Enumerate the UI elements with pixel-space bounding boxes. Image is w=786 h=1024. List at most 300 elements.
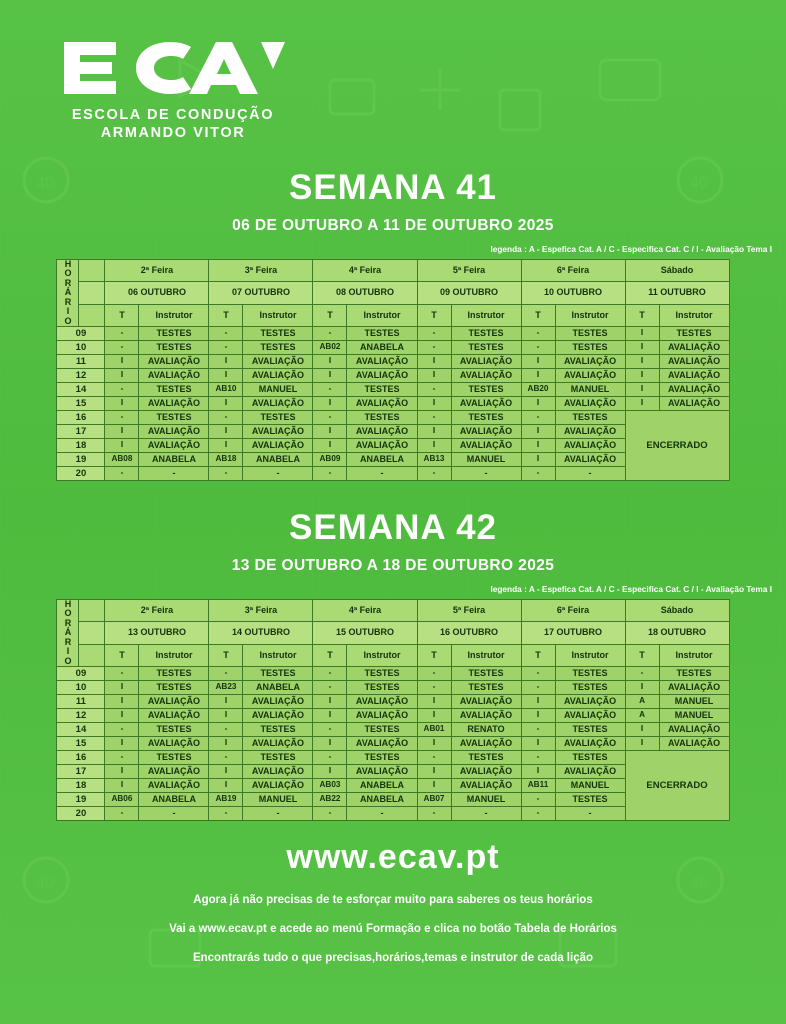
lesson-code-cell: I (313, 425, 347, 439)
lesson-code-cell: I (209, 397, 243, 411)
lesson-code-cell: I (105, 695, 139, 709)
header-spacer (79, 622, 105, 644)
lesson-code-cell: I (625, 341, 659, 355)
lesson-activity-cell: MANUEL (555, 779, 625, 793)
lesson-code-cell: I (209, 765, 243, 779)
lesson-activity-cell: AVALIAÇÃO (243, 439, 313, 453)
hour-cell: 15 (57, 397, 105, 411)
hour-cell: 18 (57, 779, 105, 793)
lesson-code-cell: I (625, 327, 659, 341)
lesson-activity-cell: AVALIAÇÃO (347, 765, 417, 779)
lesson-code-cell: I (521, 453, 555, 467)
lesson-code-cell: - (209, 327, 243, 341)
lesson-activity-cell: ANABELA (243, 453, 313, 467)
lesson-code-cell: I (105, 765, 139, 779)
day-header-date: 17 OUTUBRO (521, 622, 625, 644)
table-row (57, 411, 729, 425)
lesson-activity-cell: - (243, 807, 313, 821)
lesson-code-cell: AB06 (105, 793, 139, 807)
lesson-activity-cell: AVALIAÇÃO (347, 355, 417, 369)
day-header-date: 16 OUTUBRO (417, 622, 521, 644)
lesson-activity-cell: TESTES (451, 411, 521, 425)
lesson-activity-cell: TESTES (243, 751, 313, 765)
lesson-code-cell: I (105, 355, 139, 369)
horario-letter: O (64, 608, 72, 619)
table-header-row-dates (57, 622, 729, 644)
closed-cell: ENCERRADO (625, 751, 729, 821)
lesson-activity-cell: TESTES (555, 751, 625, 765)
lesson-code-cell: - (521, 807, 555, 821)
lesson-code-cell: - (105, 667, 139, 681)
lesson-code-cell: - (417, 341, 451, 355)
lesson-code-cell: AB19 (209, 793, 243, 807)
lesson-code-cell: I (625, 723, 659, 737)
day-header-name: 5ª Feira (417, 600, 521, 622)
table-row (57, 369, 729, 383)
week-41-legend: legenda : A - Espefica Cat. A / C - Especifica Cat. C / I - Avaliação Tema I (490, 244, 772, 254)
week-41-subtitle: 06 DE OUTUBRO A 11 DE OUTUBRO 2025 (232, 217, 554, 234)
lesson-code-cell: A (625, 709, 659, 723)
lesson-activity-cell: AVALIAÇÃO (451, 765, 521, 779)
logo-line-2: ARMANDO VITOR (100, 125, 246, 142)
lesson-activity-cell: AVALIAÇÃO (347, 695, 417, 709)
lesson-code-cell: I (625, 383, 659, 397)
hour-cell: 09 (57, 667, 105, 681)
lesson-activity-cell: TESTES (555, 681, 625, 695)
subheader-instrutor: Instrutor (243, 644, 313, 666)
table-header-row-dates (57, 282, 729, 304)
lesson-activity-cell: TESTES (243, 411, 313, 425)
lesson-code-cell: I (625, 681, 659, 695)
horario-letter: Á (64, 627, 72, 638)
lesson-activity-cell: TESTES (555, 327, 625, 341)
lesson-code-cell: - (209, 751, 243, 765)
hour-cell: 18 (57, 439, 105, 453)
lesson-activity-cell: AVALIAÇÃO (139, 765, 209, 779)
lesson-code-cell: AB07 (417, 793, 451, 807)
subheader-tema: T (521, 644, 555, 666)
hour-cell: 19 (57, 453, 105, 467)
lesson-code-cell: - (521, 341, 555, 355)
horario-label (57, 600, 79, 667)
lesson-activity-cell: AVALIAÇÃO (555, 369, 625, 383)
lesson-activity-cell: TESTES (555, 793, 625, 807)
lesson-activity-cell: TESTES (243, 327, 313, 341)
hour-cell: 14 (57, 383, 105, 397)
lesson-code-cell: - (313, 327, 347, 341)
lesson-code-cell: - (313, 681, 347, 695)
day-header-name: Sábado (625, 260, 729, 282)
lesson-code-cell: - (625, 667, 659, 681)
lesson-activity-cell: TESTES (451, 667, 521, 681)
lesson-activity-cell: TESTES (243, 723, 313, 737)
lesson-activity-cell: AVALIAÇÃO (243, 695, 313, 709)
lesson-activity-cell: AVALIAÇÃO (243, 355, 313, 369)
lesson-activity-cell: AVALIAÇÃO (451, 425, 521, 439)
lesson-activity-cell: MANUEL (555, 383, 625, 397)
lesson-code-cell: I (105, 425, 139, 439)
table-row (57, 341, 729, 355)
lesson-activity-cell: TESTES (347, 667, 417, 681)
lesson-code-cell: - (105, 751, 139, 765)
lesson-activity-cell: AVALIAÇÃO (555, 737, 625, 751)
lesson-code-cell: I (105, 369, 139, 383)
horario-letter: O (64, 268, 72, 279)
lesson-code-cell: I (417, 737, 451, 751)
lesson-activity-cell: - (555, 807, 625, 821)
day-header-date: 11 OUTUBRO (625, 282, 729, 304)
lesson-code-cell: I (313, 369, 347, 383)
lesson-code-cell: - (313, 411, 347, 425)
lesson-activity-cell: AVALIAÇÃO (243, 709, 313, 723)
subheader-instrutor: Instrutor (659, 644, 729, 666)
lesson-code-cell: - (417, 681, 451, 695)
subheader-instrutor: Instrutor (243, 304, 313, 326)
hour-cell: 20 (57, 467, 105, 481)
day-header-name: 3ª Feira (209, 600, 313, 622)
lesson-activity-cell: ANABELA (139, 453, 209, 467)
ecav-logo-icon (58, 34, 288, 102)
lesson-activity-cell: AVALIAÇÃO (555, 355, 625, 369)
lesson-activity-cell: AVALIAÇÃO (139, 397, 209, 411)
lesson-activity-cell: AVALIAÇÃO (659, 397, 729, 411)
lesson-activity-cell: TESTES (451, 383, 521, 397)
week-42-title: SEMANA 42 (288, 508, 498, 547)
footer-button-tabela: Tabela de Horários (514, 923, 617, 935)
day-header-date: 10 OUTUBRO (521, 282, 625, 304)
subheader-tema: T (209, 644, 243, 666)
hour-cell: 15 (57, 737, 105, 751)
lesson-code-cell: - (521, 751, 555, 765)
lesson-activity-cell: MANUEL (659, 695, 729, 709)
lesson-activity-cell: TESTES (139, 411, 209, 425)
lesson-activity-cell: AVALIAÇÃO (451, 355, 521, 369)
header-spacer (79, 600, 105, 622)
table-header-row-days (57, 260, 729, 282)
lesson-activity-cell: AVALIAÇÃO (243, 425, 313, 439)
lesson-code-cell: - (105, 327, 139, 341)
lesson-code-cell: I (625, 369, 659, 383)
day-header-name: 4ª Feira (313, 260, 417, 282)
table-row (57, 681, 729, 695)
svg-text:40: 40 (690, 175, 708, 192)
table-row (57, 737, 729, 751)
lesson-code-cell: I (521, 369, 555, 383)
lesson-activity-cell: AVALIAÇÃO (659, 737, 729, 751)
lesson-activity-cell: RENATO (451, 723, 521, 737)
lesson-activity-cell: AVALIAÇÃO (139, 369, 209, 383)
lesson-activity-cell: - (451, 467, 521, 481)
hour-cell: 10 (57, 341, 105, 355)
lesson-activity-cell: AVALIAÇÃO (659, 681, 729, 695)
hour-cell: 16 (57, 411, 105, 425)
lesson-activity-cell: TESTES (347, 681, 417, 695)
lesson-code-cell: - (209, 341, 243, 355)
day-header-date: 08 OUTUBRO (313, 282, 417, 304)
lesson-activity-cell: TESTES (347, 723, 417, 737)
lesson-code-cell: - (417, 667, 451, 681)
day-header-date: 07 OUTUBRO (209, 282, 313, 304)
lesson-code-cell: AB11 (521, 779, 555, 793)
lesson-activity-cell: TESTES (139, 383, 209, 397)
horario-letter: O (64, 655, 72, 666)
lesson-code-cell: - (521, 793, 555, 807)
hour-cell: 17 (57, 765, 105, 779)
lesson-code-cell: AB10 (209, 383, 243, 397)
lesson-activity-cell: AVALIAÇÃO (451, 779, 521, 793)
lesson-code-cell: I (417, 425, 451, 439)
lesson-code-cell: - (521, 667, 555, 681)
table-row (57, 397, 729, 411)
table-row (57, 383, 729, 397)
lesson-code-cell: - (209, 807, 243, 821)
lesson-activity-cell: AVALIAÇÃO (451, 737, 521, 751)
lesson-code-cell: I (209, 439, 243, 453)
header-spacer (79, 260, 105, 282)
svg-text:40: 40 (36, 175, 54, 192)
week-42-table-container (0, 599, 786, 821)
week-42-legend: legenda : A - Espefica Cat. A / C - Especifica Cat. C / I - Avaliação Tema I (490, 584, 772, 594)
lesson-code-cell: I (521, 695, 555, 709)
lesson-code-cell: I (313, 765, 347, 779)
lesson-activity-cell: AVALIAÇÃO (555, 695, 625, 709)
lesson-activity-cell: AVALIAÇÃO (451, 709, 521, 723)
lesson-activity-cell: TESTES (347, 327, 417, 341)
day-header-name: 5ª Feira (417, 260, 521, 282)
table-header-row-days (57, 600, 729, 622)
lesson-activity-cell: AVALIAÇÃO (451, 439, 521, 453)
lesson-code-cell: AB03 (313, 779, 347, 793)
lesson-code-cell: I (105, 397, 139, 411)
footer-line-2 (0, 923, 786, 935)
lesson-code-cell: AB09 (313, 453, 347, 467)
lesson-activity-cell: TESTES (347, 411, 417, 425)
lesson-code-cell: AB02 (313, 341, 347, 355)
lesson-code-cell: - (521, 467, 555, 481)
lesson-code-cell: AB13 (417, 453, 451, 467)
lesson-code-cell: - (521, 723, 555, 737)
lesson-code-cell: I (625, 397, 659, 411)
lesson-code-cell: I (313, 355, 347, 369)
lesson-code-cell: I (313, 397, 347, 411)
lesson-code-cell: I (105, 681, 139, 695)
week-41-section (0, 168, 786, 481)
lesson-activity-cell: ANABELA (347, 779, 417, 793)
lesson-activity-cell: TESTES (139, 667, 209, 681)
subheader-instrutor: Instrutor (139, 304, 209, 326)
lesson-code-cell: - (209, 411, 243, 425)
subheader-tema: T (313, 304, 347, 326)
lesson-activity-cell: TESTES (659, 327, 729, 341)
day-header-name: 6ª Feira (521, 600, 625, 622)
lesson-activity-cell: TESTES (139, 681, 209, 695)
day-header-date: 15 OUTUBRO (313, 622, 417, 644)
lesson-code-cell: - (521, 327, 555, 341)
lesson-activity-cell: - (139, 467, 209, 481)
lesson-code-cell: - (209, 723, 243, 737)
lesson-activity-cell: AVALIAÇÃO (243, 737, 313, 751)
lesson-code-cell: AB20 (521, 383, 555, 397)
lesson-code-cell: I (105, 737, 139, 751)
lesson-code-cell: AB22 (313, 793, 347, 807)
day-header-name: 6ª Feira (521, 260, 625, 282)
lesson-activity-cell: TESTES (451, 341, 521, 355)
lesson-activity-cell: TESTES (555, 411, 625, 425)
day-header-name: 2ª Feira (105, 260, 209, 282)
week-41-title: SEMANA 41 (288, 168, 498, 207)
subheader-instrutor: Instrutor (139, 644, 209, 666)
lesson-activity-cell: AVALIAÇÃO (347, 709, 417, 723)
lesson-activity-cell: TESTES (659, 667, 729, 681)
lesson-activity-cell: AVALIAÇÃO (347, 397, 417, 411)
lesson-code-cell: AB18 (209, 453, 243, 467)
lesson-activity-cell: AVALIAÇÃO (451, 397, 521, 411)
website-link[interactable]: www.ecav.pt (286, 838, 500, 876)
table-row (57, 723, 729, 737)
lesson-activity-cell: - (243, 467, 313, 481)
lesson-activity-cell: TESTES (139, 327, 209, 341)
lesson-activity-cell: AVALIAÇÃO (139, 737, 209, 751)
lesson-code-cell: - (105, 467, 139, 481)
subheader-instrutor: Instrutor (659, 304, 729, 326)
lesson-activity-cell: AVALIAÇÃO (659, 723, 729, 737)
lesson-activity-cell: AVALIAÇÃO (243, 369, 313, 383)
subheader-tema: T (625, 644, 659, 666)
lesson-code-cell: AB23 (209, 681, 243, 695)
lesson-code-cell: - (417, 327, 451, 341)
lesson-code-cell: I (521, 737, 555, 751)
subheader-tema: T (521, 304, 555, 326)
lesson-activity-cell: AVALIAÇÃO (555, 709, 625, 723)
lesson-activity-cell: AVALIAÇÃO (659, 341, 729, 355)
horario-letter: H (64, 599, 72, 609)
hour-cell: 11 (57, 355, 105, 369)
lesson-activity-cell: MANUEL (659, 709, 729, 723)
lesson-activity-cell: MANUEL (243, 793, 313, 807)
lesson-activity-cell: AVALIAÇÃO (555, 425, 625, 439)
lesson-code-cell: - (105, 411, 139, 425)
table-row (57, 709, 729, 723)
lesson-code-cell: - (417, 807, 451, 821)
lesson-code-cell: I (209, 369, 243, 383)
lesson-activity-cell: AVALIAÇÃO (555, 765, 625, 779)
lesson-code-cell: I (417, 779, 451, 793)
lesson-activity-cell: MANUEL (451, 453, 521, 467)
lesson-activity-cell: AVALIAÇÃO (659, 369, 729, 383)
footer-line-3: Encontrarás tudo o que precisas,horários,temas e instrutor de cada lição (192, 952, 594, 964)
lesson-code-cell: - (417, 751, 451, 765)
lesson-code-cell: I (105, 779, 139, 793)
horario-letter: R (64, 296, 72, 307)
lesson-code-cell: - (105, 807, 139, 821)
hour-cell: 12 (57, 369, 105, 383)
logo-line-1: ESCOLA DE CONDUÇÃO (71, 107, 275, 123)
lesson-activity-cell: ANABELA (347, 341, 417, 355)
lesson-code-cell: I (417, 709, 451, 723)
lesson-code-cell: I (417, 397, 451, 411)
lesson-activity-cell: AVALIAÇÃO (555, 453, 625, 467)
lesson-code-cell: I (521, 355, 555, 369)
lesson-activity-cell: AVALIAÇÃO (243, 765, 313, 779)
lesson-activity-cell: ANABELA (347, 793, 417, 807)
lesson-activity-cell: MANUEL (243, 383, 313, 397)
lesson-activity-cell: AVALIAÇÃO (347, 737, 417, 751)
lesson-activity-cell: AVALIAÇÃO (451, 369, 521, 383)
subheader-tema: T (313, 644, 347, 666)
horario-letter: I (66, 646, 70, 657)
lesson-activity-cell: TESTES (451, 751, 521, 765)
svg-text:40: 40 (36, 875, 54, 892)
day-header-date: 09 OUTUBRO (417, 282, 521, 304)
day-header-name: Sábado (625, 600, 729, 622)
lesson-activity-cell: AVALIAÇÃO (659, 355, 729, 369)
lesson-activity-cell: - (555, 467, 625, 481)
lesson-code-cell: I (209, 779, 243, 793)
lesson-activity-cell: AVALIAÇÃO (555, 439, 625, 453)
lesson-code-cell: I (105, 709, 139, 723)
subheader-tema: T (209, 304, 243, 326)
lesson-code-cell: I (625, 355, 659, 369)
lesson-activity-cell: - (347, 467, 417, 481)
lesson-code-cell: I (209, 355, 243, 369)
subheader-tema: T (105, 304, 139, 326)
lesson-activity-cell: AVALIAÇÃO (347, 439, 417, 453)
hour-cell: 20 (57, 807, 105, 821)
lesson-activity-cell: AVALIAÇÃO (139, 439, 209, 453)
table-row (57, 327, 729, 341)
lesson-activity-cell: - (451, 807, 521, 821)
lesson-code-cell: - (105, 383, 139, 397)
lesson-activity-cell: TESTES (347, 751, 417, 765)
lesson-code-cell: - (521, 681, 555, 695)
lesson-activity-cell: TESTES (555, 723, 625, 737)
lesson-code-cell: - (417, 467, 451, 481)
day-header-date: 06 OUTUBRO (105, 282, 209, 304)
lesson-code-cell: I (521, 765, 555, 779)
header-spacer (79, 644, 105, 666)
lesson-activity-cell: AVALIAÇÃO (139, 425, 209, 439)
lesson-activity-cell: AVALIAÇÃO (347, 369, 417, 383)
lesson-code-cell: I (625, 737, 659, 751)
lesson-activity-cell: AVALIAÇÃO (139, 709, 209, 723)
lesson-code-cell: I (209, 695, 243, 709)
closed-cell: ENCERRADO (625, 411, 729, 481)
footer-menu-formacao: Formação (365, 923, 421, 935)
lesson-code-cell: - (417, 383, 451, 397)
horario-letter: R (64, 277, 72, 288)
lesson-code-cell: - (521, 411, 555, 425)
table-row (57, 355, 729, 369)
day-header-date: 13 OUTUBRO (105, 622, 209, 644)
lesson-activity-cell: AVALIAÇÃO (451, 695, 521, 709)
lesson-activity-cell: TESTES (555, 341, 625, 355)
subheader-instrutor: Instrutor (451, 644, 521, 666)
horario-label (57, 260, 79, 327)
lesson-code-cell: I (417, 765, 451, 779)
lesson-activity-cell: AVALIAÇÃO (347, 425, 417, 439)
subheader-instrutor: Instrutor (347, 304, 417, 326)
lesson-code-cell: I (417, 439, 451, 453)
lesson-activity-cell: TESTES (451, 327, 521, 341)
lesson-code-cell: A (625, 695, 659, 709)
footer-line-2-a: Vai a www.ecav.pt e acede ao menú (169, 923, 366, 935)
lesson-activity-cell: AVALIAÇÃO (139, 695, 209, 709)
table-row (57, 667, 729, 681)
lesson-code-cell: - (209, 667, 243, 681)
lesson-code-cell: I (313, 709, 347, 723)
hour-cell: 11 (57, 695, 105, 709)
lesson-activity-cell: TESTES (139, 723, 209, 737)
